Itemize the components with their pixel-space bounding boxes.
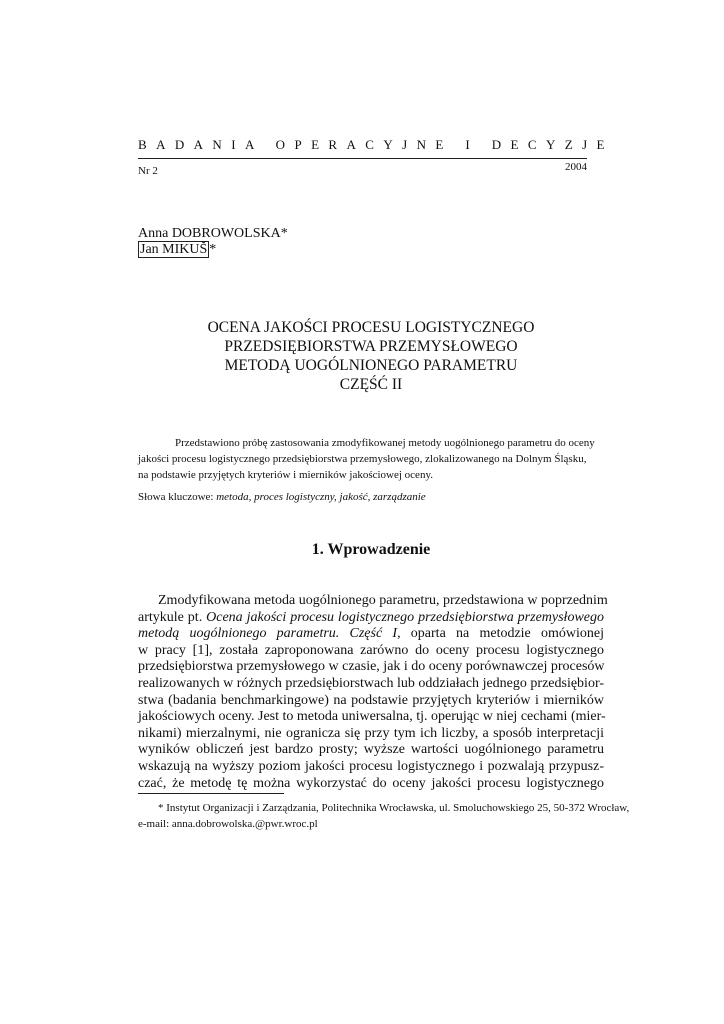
body-line: stwa (badania benchmarkingowe) na podstawie przyjętych kryteriów i mierników	[138, 692, 604, 708]
body-line: wyników obliczeń jest bardzo prosty; wyższe wartości uogólnionego parametru	[138, 742, 604, 758]
body-line: realizowanych w różnych przedsiębiorstwach lub oddziałach jednego przedsiębior-	[138, 675, 604, 691]
author-2	[138, 242, 216, 258]
publication-year: 2004	[565, 161, 587, 173]
author-name: Jan MIKUŠ	[140, 242, 208, 257]
body-line: Zmodyfikowana metoda uogólnionego parametru, przedstawiona w poprzednim	[158, 593, 608, 608]
footnote	[138, 800, 630, 832]
keywords-terms: metoda, proces logistyczny, jakość, zarządzanie	[216, 491, 426, 503]
journal-title: BADANIA OPERACYJNE I DECYZJE	[138, 137, 614, 152]
author-footnote-mark: *	[209, 242, 217, 257]
author-footnote-mark: *	[280, 226, 288, 241]
body-text-segment: , oparta na metodzie omówionej	[397, 626, 604, 642]
issue-number: Nr 2	[138, 165, 158, 177]
body-text-segment: artykule pt.	[138, 609, 203, 625]
body-line: przedsiębiorstwa przemysłowego w czasie, jak i do oceny porównawczej procesów	[138, 659, 605, 675]
body-paragraph	[138, 593, 608, 792]
section-heading: 1. Wprowadzenie	[311, 541, 431, 558]
abstract-line: na podstawie przyjętych kryteriów i mierników jakościowej oceny.	[138, 469, 433, 481]
footnote-line: * Instytut Organizacji i Zarządzania, Politechnika Wrocławska, ul. Smoluchowskiego 25, 50-372 Wrocław,	[158, 802, 630, 814]
author-1	[138, 226, 288, 242]
title-line: PRZEDSIĘBIORSTWA PRZEMYSŁOWEGO	[224, 338, 518, 355]
header-rule	[138, 158, 587, 159]
footnote-rule	[138, 793, 284, 794]
body-line: wskazują na wyższy poziom jakości procesu logistycznego i pozwalają przypusz-	[138, 758, 604, 774]
cited-title: Ocena jakości procesu logistycznego przedsiębiorstwa przemysłowego	[206, 609, 604, 625]
keywords	[138, 491, 426, 503]
paper-title	[138, 318, 604, 394]
title-line: CZĘŚĆ II	[339, 376, 403, 393]
cited-title: metodą uogólnionego parametru. Część I	[138, 626, 398, 642]
footnote-line: e-mail: anna.dobrowolska.@pwr.wroc.pl	[138, 818, 318, 830]
keywords-label: Słowa kluczowe:	[138, 491, 214, 503]
abstract-line: Przedstawiono próbę zastosowania zmodyfikowanej metody uogólnionego parametru do oceny	[175, 437, 595, 449]
body-line	[138, 610, 604, 627]
body-line	[138, 626, 604, 643]
body-line: nikami) mierzalnymi, nie ogranicza się przy tym ich liczby, a sposób interpretacji	[138, 725, 604, 741]
body-line: jakościowych oceny. Jest to metoda uniwersalna, tj. operując w niej cechami (mier-	[138, 709, 606, 725]
body-line: czać, że metodę tę można wykorzystać do oceny jakości procesu logistycznego	[138, 775, 604, 791]
abstract-line: jakości procesu logistycznego przedsiębiorstwa przemysłowego, zlokalizowanego na Dolnym Śląsku,	[138, 453, 587, 465]
title-line: OCENA JAKOŚCI PROCESU LOGISTYCZNEGO	[207, 319, 535, 336]
body-line: w pracy [1], została zaproponowana zarówno do oceny procesu logistycznego	[138, 642, 604, 658]
abstract	[138, 435, 604, 483]
title-line: METODĄ UOGÓLNIONEGO PARAMETRU	[224, 357, 518, 374]
author-name: Anna DOBROWOLSKA	[138, 226, 281, 241]
